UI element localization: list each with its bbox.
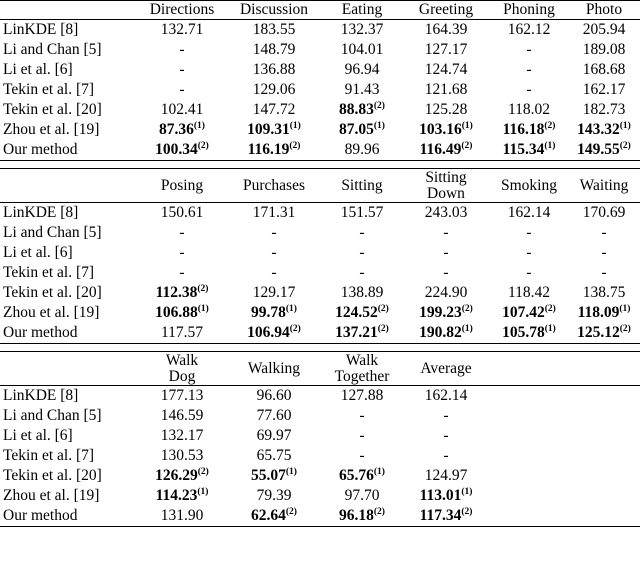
- table-cell: 107.42$^{(2)}$: [502, 304, 556, 322]
- table-cell: 138.75: [582, 284, 626, 302]
- table-cell: -: [359, 447, 365, 465]
- row-label: LinKDE [8]: [3, 387, 79, 405]
- table-row: [0, 506, 640, 527]
- table-cell: -: [443, 427, 449, 445]
- table-cell: -: [359, 264, 365, 282]
- table-cell: 118.42: [507, 284, 551, 302]
- table-cell: -: [443, 447, 449, 465]
- table-cell: 177.13: [160, 387, 204, 405]
- table-cell: 132.71: [160, 21, 204, 39]
- table-cell: 162.17: [582, 81, 626, 99]
- table-cell: [490, 386, 568, 407]
- table-cell: 62.64$^{(2)}$: [226, 506, 322, 527]
- table-row: [0, 283, 640, 303]
- row-label: Tekin et al. [20]: [3, 284, 102, 302]
- table-header-row: [0, 352, 640, 386]
- table-row: [0, 100, 640, 120]
- table-cell: 99.78$^{(1)}$: [251, 304, 297, 322]
- table-cell: 162.12: [507, 21, 551, 39]
- table-cell: 109.31$^{(1)}$: [247, 121, 301, 139]
- table-cell: 138.89: [340, 284, 384, 302]
- header-corner: [0, 1, 138, 20]
- table-cell: -: [526, 244, 532, 262]
- table-row: [0, 466, 640, 486]
- table-cell: [490, 466, 568, 486]
- table-cell: -: [359, 427, 365, 445]
- table-cell: 87.05$^{(1)}$: [339, 121, 385, 139]
- header-corner: [0, 169, 138, 203]
- table-block-2: [0, 168, 640, 344]
- table-cell: 148.79: [252, 41, 296, 59]
- table-cell: 147.72: [252, 101, 296, 119]
- row-label: Li and Chan [5]: [3, 224, 102, 242]
- column-header: Discussion: [226, 1, 322, 20]
- table-cell: 117.57: [138, 323, 226, 344]
- table-block-1: [0, 0, 640, 161]
- table-row: [0, 446, 640, 466]
- table-cell: 150.61: [160, 204, 204, 222]
- table-cell: 171.31: [252, 204, 296, 222]
- header-corner: [0, 352, 138, 386]
- table-row: [0, 203, 640, 224]
- column-header: Sitting: [322, 169, 402, 203]
- table-cell: -: [526, 81, 532, 99]
- column-header: Walk Together: [322, 352, 402, 386]
- table-cell: -: [443, 224, 449, 242]
- table-cell: 88.83$^{(2)}$: [339, 101, 385, 119]
- column-header: Waiting: [568, 169, 640, 203]
- table-cell: [568, 506, 640, 527]
- table-row: [0, 406, 640, 426]
- row-label: Li et al. [6]: [3, 244, 73, 262]
- table-cell: 65.75: [256, 447, 292, 465]
- row-label: LinKDE [8]: [3, 21, 79, 39]
- table-cell: 125.12$^{(2)}$: [568, 323, 640, 344]
- table-cell: 224.90: [424, 284, 468, 302]
- column-header: Directions: [138, 1, 226, 20]
- table-cell: [568, 486, 640, 506]
- table-cell: -: [179, 224, 185, 242]
- table-cell: 124.52$^{(2)}$: [335, 304, 389, 322]
- table-cell: -: [601, 244, 607, 262]
- block-spacer: [0, 161, 640, 168]
- table-cell: 205.94: [582, 21, 626, 39]
- table-cell: 115.34$^{(1)}$: [490, 140, 568, 161]
- table-cell: [568, 426, 640, 446]
- table-cell: 162.14: [507, 204, 551, 222]
- table-cell: 118.09$^{(1)}$: [577, 304, 631, 322]
- row-label: Tekin et al. [7]: [3, 81, 95, 99]
- table-cell: 243.03: [424, 204, 468, 222]
- row-label: Li et al. [6]: [3, 61, 73, 79]
- table-cell: 77.60: [256, 407, 292, 425]
- column-header: Phoning: [490, 1, 568, 20]
- column-header: Sitting Down: [402, 169, 490, 203]
- table-cell: 132.17: [160, 427, 204, 445]
- table-cell: 199.23$^{(2)}$: [419, 304, 473, 322]
- table-cell: 104.01: [340, 41, 384, 59]
- table-cell: -: [526, 224, 532, 242]
- table-cell: 162.14: [424, 387, 468, 405]
- table-cell: 136.88: [252, 61, 296, 79]
- column-header: Walk Dog: [138, 352, 226, 386]
- row-label: Tekin et al. [7]: [3, 264, 95, 282]
- row-label: Zhou et al. [19]: [3, 304, 100, 322]
- table-cell: 124.97: [424, 467, 468, 485]
- table-cell: 127.17: [424, 41, 468, 59]
- table-cell: -: [526, 41, 532, 59]
- table-cell: 116.18$^{(2)}$: [502, 121, 556, 139]
- table-row: [0, 140, 640, 161]
- table-cell: 102.41: [160, 101, 204, 119]
- table-cell: -: [601, 264, 607, 282]
- table-cell: -: [443, 244, 449, 262]
- table-cell: [568, 386, 640, 407]
- table-cell: 116.49$^{(2)}$: [402, 140, 490, 161]
- table-cell: 131.90: [138, 506, 226, 527]
- table-cell: -: [179, 61, 185, 79]
- table-cell: 69.97: [256, 427, 292, 445]
- table-cell: -: [443, 264, 449, 282]
- table-cell: 146.59: [160, 407, 204, 425]
- table-cell: -: [271, 224, 277, 242]
- table-cell: 87.36$^{(1)}$: [159, 121, 205, 139]
- table-cell: 129.17: [252, 284, 296, 302]
- table-cell: 96.18$^{(2)}$: [322, 506, 402, 527]
- table-row: [0, 120, 640, 140]
- table-block-3: [0, 351, 640, 527]
- table-cell: 121.68: [424, 81, 468, 99]
- table-cell: -: [526, 61, 532, 79]
- table-cell: 143.32$^{(1)}$: [577, 121, 631, 139]
- row-label: Our method: [0, 140, 138, 161]
- table-cell: [568, 406, 640, 426]
- table-cell: 113.01$^{(1)}$: [419, 487, 473, 505]
- table-cell: [568, 446, 640, 466]
- table-cell: 125.28: [424, 101, 468, 119]
- table-cell: 127.88: [340, 387, 384, 405]
- table-block-2: [0, 168, 640, 344]
- row-label: Li and Chan [5]: [3, 41, 102, 59]
- table-header-row: [0, 169, 640, 203]
- table-row: [0, 323, 640, 344]
- table-cell: 105.78$^{(1)}$: [490, 323, 568, 344]
- column-header: Eating: [322, 1, 402, 20]
- table-cell: 170.69: [582, 204, 626, 222]
- table-cell: 89.96: [322, 140, 402, 161]
- table-cell: 164.39: [424, 21, 468, 39]
- table-cell: 151.57: [340, 204, 384, 222]
- table-cell: 149.55$^{(2)}$: [568, 140, 640, 161]
- table-cell: 137.21$^{(2)}$: [322, 323, 402, 344]
- table-cell: 114.23$^{(1)}$: [155, 487, 209, 505]
- row-label: Tekin et al. [20]: [3, 101, 102, 119]
- table-cell: 97.70: [344, 487, 380, 505]
- table-cell: 118.02: [507, 101, 551, 119]
- table-cell: [490, 506, 568, 527]
- table-cell: 106.88$^{(1)}$: [155, 304, 209, 322]
- table-cell: 100.34$^{(2)}$: [138, 140, 226, 161]
- block-spacer: [0, 344, 640, 351]
- table-cell: -: [359, 224, 365, 242]
- table-cell: 130.53: [160, 447, 204, 465]
- table-row: [0, 386, 640, 407]
- table-cell: 117.34$^{(2)}$: [402, 506, 490, 527]
- row-label: Tekin et al. [7]: [3, 447, 95, 465]
- table-cell: 55.07$^{(1)}$: [251, 467, 297, 485]
- column-header: Purchases: [226, 169, 322, 203]
- column-header: Photo: [568, 1, 640, 20]
- row-label: Zhou et al. [19]: [3, 487, 100, 505]
- table-cell: 106.94$^{(2)}$: [226, 323, 322, 344]
- row-label: Tekin et al. [20]: [3, 467, 102, 485]
- table-header-row: [0, 1, 640, 20]
- table-cell: -: [359, 407, 365, 425]
- table-row: [0, 20, 640, 41]
- table-row: [0, 426, 640, 446]
- table-cell: 126.29$^{(2)}$: [155, 467, 209, 485]
- table-cell: -: [179, 244, 185, 262]
- table-cell: 132.37: [340, 21, 384, 39]
- table-block-3: [0, 351, 640, 527]
- table-cell: 79.39: [256, 487, 292, 505]
- table-cell: -: [271, 264, 277, 282]
- table-row: [0, 243, 640, 263]
- row-label: Li et al. [6]: [3, 427, 73, 445]
- table-cell: 124.74: [424, 61, 468, 79]
- table-row: [0, 223, 640, 243]
- column-header: [568, 352, 640, 386]
- table-row: [0, 263, 640, 283]
- table-cell: -: [271, 244, 277, 262]
- table-cell: 65.76$^{(1)}$: [339, 467, 385, 485]
- column-header: Average: [402, 352, 490, 386]
- table-row: [0, 486, 640, 506]
- row-label: LinKDE [8]: [3, 204, 79, 222]
- column-header: [490, 352, 568, 386]
- column-header: Smoking: [490, 169, 568, 203]
- row-label: Zhou et al. [19]: [3, 121, 100, 139]
- table-cell: 112.38$^{(2)}$: [155, 284, 209, 302]
- table-block-1: [0, 0, 640, 161]
- column-header: Walking: [226, 352, 322, 386]
- column-header: Posing: [138, 169, 226, 203]
- table-row: [0, 303, 640, 323]
- table-cell: 116.19$^{(2)}$: [226, 140, 322, 161]
- table-cell: [490, 406, 568, 426]
- table-cell: [490, 486, 568, 506]
- table-cell: 96.60: [256, 387, 292, 405]
- table-cell: 91.43: [344, 81, 380, 99]
- table-cell: 103.16$^{(1)}$: [419, 121, 473, 139]
- table-cell: [568, 466, 640, 486]
- table-cell: 168.68: [582, 61, 626, 79]
- table-cell: 183.55: [252, 21, 296, 39]
- table-cell: -: [359, 244, 365, 262]
- table-cell: 129.06: [252, 81, 296, 99]
- table-cell: -: [179, 81, 185, 99]
- table-cell: [490, 446, 568, 466]
- table-cell: 189.08: [582, 41, 626, 59]
- row-label: Li and Chan [5]: [3, 407, 102, 425]
- table-row: [0, 40, 640, 60]
- row-label: Our method: [0, 323, 138, 344]
- table-cell: 182.73: [582, 101, 626, 119]
- table-cell: [490, 426, 568, 446]
- table-cell: -: [179, 264, 185, 282]
- table-cell: -: [526, 264, 532, 282]
- row-label: Our method: [0, 506, 138, 527]
- table-cell: -: [443, 407, 449, 425]
- table-cell: -: [601, 224, 607, 242]
- table-cell: 190.82$^{(1)}$: [402, 323, 490, 344]
- table-cell: -: [179, 41, 185, 59]
- table-row: [0, 60, 640, 80]
- table-cell: 96.94: [344, 61, 380, 79]
- column-header: Greeting: [402, 1, 490, 20]
- table-row: [0, 80, 640, 100]
